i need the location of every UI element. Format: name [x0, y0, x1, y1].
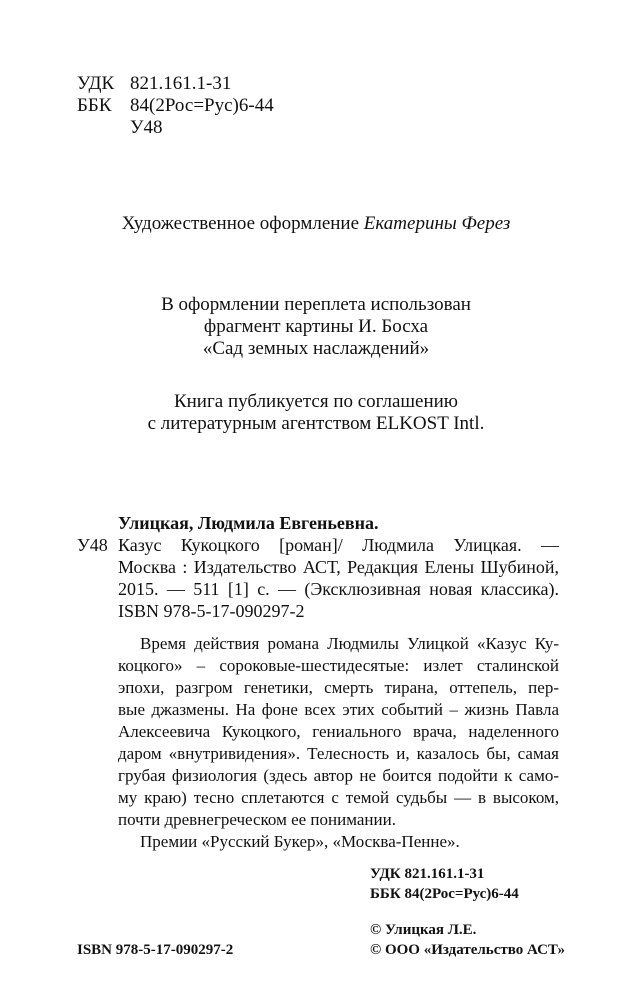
footer-copyright-publisher: © ООО «Издательство АСТ» [370, 942, 566, 958]
bibliography-line-3: 2015. — 511 [1] с. — (Эксклюзивная новая классика). [118, 579, 559, 599]
bibliography-mark: У48 [77, 535, 108, 555]
annotation-line-9: почти древнегреческом ее понимании. [118, 810, 396, 829]
annotation-line-5: Алексеевича Кукоцкого, гениального врача, наделенного [118, 722, 559, 741]
bibliography-line-1: Казус Кукоцкого [роман]/ Людмила Улицкая. — [118, 535, 559, 555]
agreement-line-1: Книга публикуется по соглашению [173, 391, 459, 412]
author-mark: У48 [130, 117, 163, 138]
udk-label: УДК [77, 73, 115, 94]
bibliography-isbn: ISBN 978-5-17-090297-2 [118, 601, 305, 621]
design-credit [0, 212, 632, 235]
annotation-line-8: му краю) тесно сплетаются с темой судьбы — в высоком, [118, 788, 559, 807]
footer-udk: УДК 821.161.1-31 [370, 866, 485, 882]
binding-credit-line-2: фрагмент картины И. Босха [203, 316, 429, 337]
annotation-line-7: грубая физиология (здесь автор не боится подойти к само- [118, 766, 559, 785]
footer-isbn: ISBN 978-5-17-090297-2 [77, 942, 234, 958]
annotation-line-6: даром «внутривидения». Телесность и, казалось бы, самая [118, 744, 559, 763]
udk-value: 821.161.1-31 [130, 73, 232, 94]
annotation-line-4: вые джазмены. На фоне всех этих событий – жизнь Павла [118, 700, 559, 719]
bbk-row [77, 94, 112, 117]
footer-copyright-author: © Улицкая Л.Е. [370, 922, 477, 938]
bibliography-author-heading: Улицкая, Людмила Евгеньевна. [118, 513, 379, 533]
design-credit-prefix: Художественное оформление [121, 213, 360, 234]
bbk-label: ББК [77, 95, 112, 116]
binding-credit-line-3: «Сад земных наслаждений» [202, 338, 430, 359]
annotation-prizes: Премии «Русский Букер», «Москва-Пенне». [140, 832, 460, 851]
annotation-line-2: коцкого» – сороковые-шестидесятые: излет сталинской [118, 656, 559, 675]
design-credit-name: Екатерины Ферез [363, 213, 511, 234]
bibliography-line-2: Москва : Издательство АСТ, Редакция Елены Шубиной, [118, 557, 559, 577]
annotation-line-1: Время действия романа Людмилы Улицкой «Казус Ку- [140, 634, 559, 653]
footer-bbk: ББК 84(2Рос=Рус)6-44 [370, 886, 519, 902]
binding-credit-line-1: В оформлении переплета использован [161, 294, 471, 315]
udk-row [77, 72, 114, 95]
agreement-line-2: с литературным агентством ELKOST Intl. [147, 413, 485, 434]
annotation-line-3: эпохи, разгром генетики, смерть тирана, оттепель, пер- [118, 678, 559, 697]
bbk-value: 84(2Рос=Рус)6-44 [130, 95, 274, 116]
